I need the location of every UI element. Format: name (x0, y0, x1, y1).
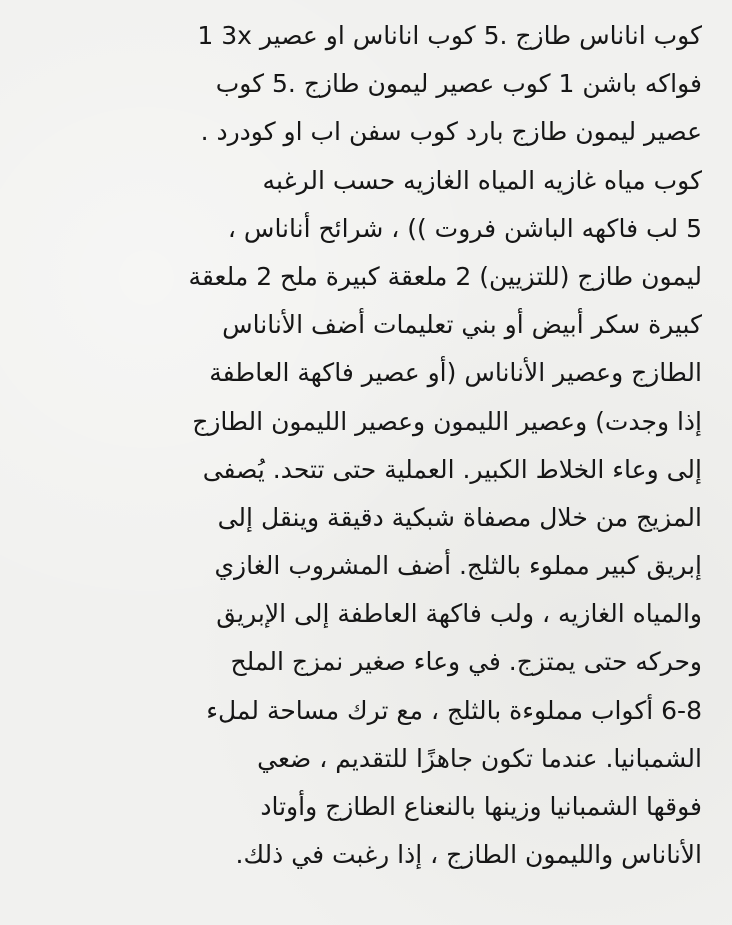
text-line-16: الشمبانيا. عندما تكون جاهزًا للتقديم ، ضعي (257, 743, 702, 773)
text-line-2: فواكه باشن 1 كوب عصير ليمون طازج .5 كوب (215, 69, 702, 99)
text-line-7: كبيرة سكر أبيض أو بني تعليمات أضف الأناناس (222, 310, 702, 340)
text-line-3: عصير ليمون طازج بارد كوب سفن اب او كودرد . (200, 117, 702, 147)
text-line-12: إبريق كبير مملوء بالثلج. أضف المشروب الغازي (214, 551, 702, 581)
text-line-14: وحركه حتى يمتزج. في وعاء صغير نمزج الملح (230, 647, 702, 677)
text-line-9: إذا وجدت) وعصير الليمون وعصير الليمون الطازج (192, 406, 702, 436)
text-line-13: والمياه الغازيه ، ولب فاكهة العاطفة إلى الإبريق (216, 599, 702, 629)
text-line-6: ليمون طازج (للتزيين) 2 ملعقة كبيرة ملح 2 ملعقة (188, 261, 702, 291)
text-line-1: 1 3x كوب اناناس طازج .5 كوب اناناس او عصير (197, 21, 702, 50)
text-line-15: 6-8 أكواب مملوءة بالثلج ، مع ترك مساحة لملء (206, 695, 702, 725)
text-line-18: الأناناس والليمون الطازج ، إذا رغبت في ذلك. (235, 840, 702, 870)
text-line-4: كوب مياه غازيه المياه الغازيه حسب الرغبه (262, 165, 702, 195)
text-line-8: الطازج وعصير الأناناس (أو عصير فاكهة العاطفة (209, 358, 702, 388)
text-line-17: فوقها الشمبانيا وزينها بالنعناع الطازج وأوتاد (260, 792, 702, 821)
recipe-text (20, 12, 702, 879)
text-line-11: المزيج من خلال مصفاة شبكية دقيقة وينقل إلى (217, 502, 702, 532)
text-line-5: 5 لب فاكهه الباشن فروت )) ، شرائح أناناس ، (227, 213, 702, 243)
text-line-10: إلى وعاء الخلاط الكبير. العملية حتى تتحد. يُصفى (202, 454, 702, 484)
